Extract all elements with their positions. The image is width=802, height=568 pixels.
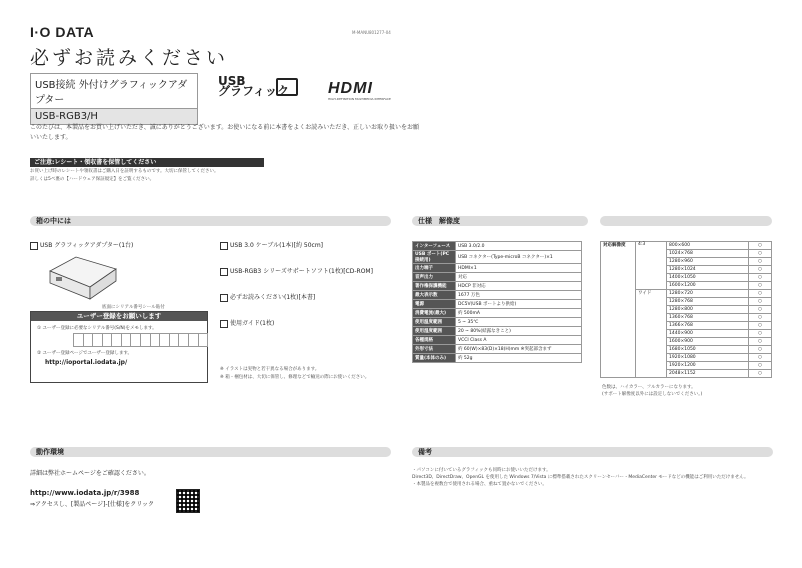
remarks-line-1: ・パソコンに付いているグラフィックも同時にお使いいただけます。 xyxy=(412,468,551,473)
document-id: M-MANU801277-04 xyxy=(352,30,391,35)
spec-value: DC5V(USB ポートより供給) xyxy=(456,300,582,309)
checkbox-icon xyxy=(220,294,228,302)
hdmi-logo-sub: HIGH-DEFINITION MULTIMEDIA INTERFACE xyxy=(328,97,391,101)
environment-url[interactable]: http://www.iodata.jp/r/3988 xyxy=(30,489,140,497)
remarks-body xyxy=(412,467,772,488)
resolution-table xyxy=(600,241,772,378)
box-note-1: ※ イラストは実物と若干異なる場合があります。 xyxy=(220,367,320,372)
model-number: USB-RGB3/H xyxy=(31,109,197,124)
box-item-1: USB グラフィックアダプター(1台) xyxy=(30,240,133,250)
resolution-value: 1920×1080 xyxy=(667,354,749,362)
spec-key: USB ポート(PC 接続用) xyxy=(413,251,456,264)
supported-mark: ○ xyxy=(748,290,771,298)
resolution-row xyxy=(601,242,772,250)
spec-value: 20 ~ 80%(結露なきこと) xyxy=(456,327,582,336)
supported-mark: ○ xyxy=(748,330,771,338)
qr-code-icon[interactable] xyxy=(176,489,200,513)
supported-mark: ○ xyxy=(748,266,771,274)
checkbox-icon xyxy=(220,320,228,328)
checkbox-icon xyxy=(220,268,228,276)
supported-mark: ○ xyxy=(748,370,771,378)
spec-row xyxy=(413,264,582,273)
spec-key: 出力端子 xyxy=(413,264,456,273)
box-item-4: 必ずお読みください(1枚)[本書] xyxy=(220,292,315,302)
registration-box xyxy=(30,311,208,383)
environment-heading: 動作環境 xyxy=(30,447,391,457)
spec-value: HDCP 非対応 xyxy=(456,282,582,291)
checkbox-icon xyxy=(220,242,228,250)
spec-value: USB 3.0/2.0 xyxy=(456,242,582,251)
registration-step1: ① ユーザー登録に必要なシリアル番号(S/N)をメモします。 xyxy=(37,326,157,331)
environment-body: 詳細は弊社ホームページをご確認ください。 xyxy=(30,470,150,477)
spec-key: 著作権保護機能 xyxy=(413,282,456,291)
spec-key: 質量(本体のみ) xyxy=(413,354,456,363)
resolution-value: 1280×1024 xyxy=(667,266,749,274)
supported-mark: ○ xyxy=(748,250,771,258)
serial-label-note: 底面にシリアル番号シール貼付 xyxy=(102,305,165,310)
remarks-heading: 備考 xyxy=(412,447,773,457)
spec-key: 各種規格 xyxy=(413,336,456,345)
notice-body xyxy=(30,168,430,184)
spec-key: 使用湿度範囲 xyxy=(413,327,456,336)
resolution-value: 1680×1050 xyxy=(667,346,749,354)
supported-mark: ○ xyxy=(748,258,771,266)
spec-key: 電源 xyxy=(413,300,456,309)
notice-line-1: お買い上げ時のレシートや領収書はご購入日を証明するものです。大切に保管してください。 xyxy=(30,169,219,174)
spec-row xyxy=(413,282,582,291)
resolution-note-1: 色数は、ハイカラー、フルカラーになります。 xyxy=(602,385,696,390)
resolution-value: 1280×800 xyxy=(667,306,749,314)
resolution-value: 1400×1050 xyxy=(667,274,749,282)
spec-value: USB コネクター(Type-microB コネクター)×1 xyxy=(456,251,582,264)
product-name: USB接続 外付けグラフィックアダプター xyxy=(31,74,197,109)
spec-row xyxy=(413,251,582,264)
supported-mark: ○ xyxy=(748,306,771,314)
resolution-value: 1024×768 xyxy=(667,250,749,258)
box-item-3: USB-RGB3 シリーズサポートソフト(1枚)[CD-ROM] xyxy=(220,266,373,276)
box-item-2: USB 3.0 ケーブル(1本)[約 50cm] xyxy=(220,240,323,250)
spec-row xyxy=(413,309,582,318)
spec-heading: 仕様 解像度 xyxy=(412,216,588,226)
resolution-value: 800×600 xyxy=(667,242,749,250)
spec-value: VCCI Class A xyxy=(456,336,582,345)
intro-text: このたびは、本製品をお買い上げいただき、誠にありがとうございます。お使いになる前に本書をよくお読みいただき、正しいお取り扱いをお願いいたします。 xyxy=(30,124,420,141)
adapter-illustration xyxy=(48,253,118,301)
resolution-value: 1280×720 xyxy=(667,290,749,298)
spec-row xyxy=(413,345,582,354)
spec-row xyxy=(413,242,582,251)
supported-mark: ○ xyxy=(748,282,771,290)
product-box xyxy=(30,73,198,125)
checkbox-icon xyxy=(30,242,38,250)
monitor-icon xyxy=(276,78,298,96)
supported-mark: ○ xyxy=(748,274,771,282)
spec-value: 5 ~ 35℃ xyxy=(456,318,582,327)
resolution-value: 1366×768 xyxy=(667,322,749,330)
spec-key: 外形寸法 xyxy=(413,345,456,354)
usb-logo-line1: USB xyxy=(218,74,246,88)
resolution-value: 1920×1200 xyxy=(667,362,749,370)
registration-title: ユーザー登録をお願いします xyxy=(31,312,207,321)
remarks-line-2: Direct3D、DirectDraw、OpenGL を使用した Windows 7/Vista に標準搭載されたスクリーンセーバー・MediaCenter モードなどの機能はご利用いただけません。 xyxy=(412,475,749,480)
supported-mark: ○ xyxy=(748,322,771,330)
supported-mark: ○ xyxy=(748,362,771,370)
resolution-value: 1600×900 xyxy=(667,338,749,346)
remarks-line-3: ・本製品を複数台で使用される場合、重ねて置かないでください。 xyxy=(412,482,547,487)
spec-value: 対応 xyxy=(456,273,582,282)
spec-row xyxy=(413,336,582,345)
supported-mark: ○ xyxy=(748,314,771,322)
supported-mark: ○ xyxy=(748,298,771,306)
resolution-value: 1440×900 xyxy=(667,330,749,338)
spec-key: 使用温度範囲 xyxy=(413,318,456,327)
spec-value: HDMI×1 xyxy=(456,264,582,273)
spec-value: 約 60(W)×83(D)×18(H)mm ※突起部含まず xyxy=(456,345,582,354)
box-note-2: ※ 箱・梱包材は、大切に保管し、修理などで輸送の際にお使いください。 xyxy=(220,375,370,380)
spec-key: 消費電流(最大) xyxy=(413,309,456,318)
spec-row xyxy=(413,318,582,327)
resolution-group: 4:3 xyxy=(636,242,667,290)
environment-access: ⇒アクセスし、[製品ページ]-[仕様]をクリック xyxy=(30,501,155,508)
registration-step2: ② ユーザー登録ページでユーザー登録します。 xyxy=(37,351,133,356)
brand-logo: I·O DATA xyxy=(30,24,95,40)
resolution-group: ワイド xyxy=(636,290,667,378)
box-item-5: 使用ガイド(1枚) xyxy=(220,318,274,328)
spec-value: 1677 万色 xyxy=(456,291,582,300)
hdmi-logo: HDMI xyxy=(328,80,373,97)
supported-mark: ○ xyxy=(748,338,771,346)
supported-mark: ○ xyxy=(748,346,771,354)
spec-row xyxy=(413,327,582,336)
spec-row xyxy=(413,354,582,363)
spec-key: インターフェース xyxy=(413,242,456,251)
box-contents-heading: 箱の中には xyxy=(30,216,391,226)
spec-value: 約 500mA xyxy=(456,309,582,318)
resolution-value: 1280×960 xyxy=(667,258,749,266)
spec-row xyxy=(413,273,582,282)
supported-mark: ○ xyxy=(748,242,771,250)
notice-line-2: 詳しくは5ぺ裏の【ハードウェア保証規定】をご覧ください。 xyxy=(30,177,155,182)
resolution-note-2: (サポート解像度以外には設定しないでください。) xyxy=(602,392,703,397)
spec-key: 最大表示数 xyxy=(413,291,456,300)
spec-key: 音声出力 xyxy=(413,273,456,282)
resolution-label: 対応解像度 xyxy=(601,242,636,378)
usb-logo-line2: グラフィック xyxy=(218,84,290,98)
resolution-heading-bar xyxy=(600,216,772,226)
notice-heading: ご注意:レシート・領収書を保管してください xyxy=(30,158,264,167)
spec-row xyxy=(413,300,582,309)
resolution-value: 2048×1152 xyxy=(667,370,749,378)
registration-url[interactable]: http://ioportal.iodata.jp/ xyxy=(45,359,128,366)
spec-table xyxy=(412,241,582,363)
page-title: 必ずお読みください xyxy=(30,47,229,69)
resolution-value: 1600×1200 xyxy=(667,282,749,290)
serial-number-cells xyxy=(73,333,207,347)
supported-mark: ○ xyxy=(748,354,771,362)
resolution-value: 1280×768 xyxy=(667,298,749,306)
spec-value: 約 52g xyxy=(456,354,582,363)
spec-row xyxy=(413,291,582,300)
resolution-value: 1360×768 xyxy=(667,314,749,322)
